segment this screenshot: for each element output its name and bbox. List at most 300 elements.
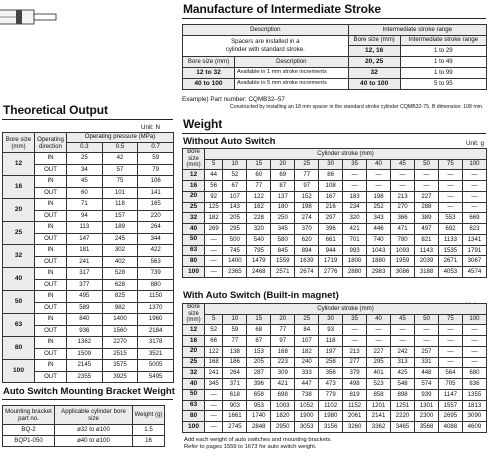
weight-value: 1201 (367, 400, 391, 411)
bore-size-cell: 32 (183, 213, 205, 224)
weight-row (183, 267, 487, 278)
stroke-value: 35 (343, 159, 367, 169)
output-value: 101 (102, 187, 138, 199)
bore-size-cell: 12 (3, 153, 35, 176)
example-detail: Constructed by installing an 18 mm spacer in the standard stroke cylinder CQMB32-75. B dimension: 108 mm. (230, 104, 484, 110)
bore-size-cell: 32 (3, 245, 35, 268)
weight-value: 213 (391, 191, 415, 202)
output-value: 3178 (138, 337, 174, 349)
weight-value: — (462, 357, 486, 368)
output-value: 2145 (67, 360, 103, 372)
weight-value: 277 (343, 357, 367, 368)
stroke-values-row (183, 159, 487, 169)
weight-value: 658 (247, 389, 271, 400)
output-value: 42 (102, 153, 138, 165)
weight-value: 84 (295, 325, 319, 336)
bore-size-cell: 100 (183, 267, 205, 278)
output-value: 302 (102, 245, 138, 257)
weight-value: 320 (247, 224, 271, 235)
weight-value: 1251 (391, 400, 415, 411)
weight-value: 242 (391, 346, 415, 357)
with-switch-title: With Auto Switch (Built-in magnet) (183, 290, 339, 301)
output-value: 825 (102, 291, 138, 303)
output-value: 113 (67, 222, 103, 234)
weight-value: 60 (247, 170, 271, 181)
weight-value: 167 (319, 191, 343, 202)
pressure-value: 0.7 (138, 143, 174, 153)
range-bore: 12, 16 (348, 46, 400, 57)
weight-value: 540 (247, 234, 271, 245)
direction-cell: OUT (35, 164, 67, 176)
bore-size-cell: 25 (3, 222, 35, 245)
stroke-value: 15 (247, 314, 271, 324)
theoretical-row (3, 153, 174, 165)
weight-row (183, 213, 487, 224)
output-value: 71 (67, 199, 103, 211)
output-value: 628 (102, 279, 138, 291)
theoretical-row (3, 268, 174, 280)
bore-size-cell: 40 (3, 268, 35, 291)
stroke-value: 35 (343, 314, 367, 324)
output-value: 245 (102, 233, 138, 245)
without-switch-title: Without Auto Switch (183, 136, 276, 147)
manufacture-rule (182, 18, 486, 19)
bore-size-cell: 25 (183, 202, 205, 213)
weight-value: — (343, 180, 367, 191)
output-value: 1509 (67, 348, 103, 360)
stroke-value: 75 (438, 159, 462, 169)
weight-value: 1639 (295, 256, 319, 267)
bore-size-header: Bore size (mm) (3, 133, 35, 153)
weight-value: — (462, 346, 486, 357)
weight-row (183, 234, 487, 245)
weight-value: 77 (247, 180, 271, 191)
weight-row (183, 400, 487, 411)
weight-value: 198 (367, 191, 391, 202)
bore-size-cell: 20 (183, 191, 205, 202)
weight-value: 795 (247, 245, 271, 256)
weight-value: — (438, 180, 462, 191)
weight-value: — (438, 325, 462, 336)
weight-value: 216 (319, 202, 343, 213)
weight-value: 448 (415, 368, 439, 379)
weight-value: 821 (415, 234, 439, 245)
weight-value: 92 (205, 191, 223, 202)
weight-rule (182, 133, 486, 134)
weight-value: 122 (247, 191, 271, 202)
bore-size-cell: 50 (183, 234, 205, 245)
weight-value: 2061 (343, 411, 367, 422)
weight-value: — (391, 335, 415, 346)
weight-value: 944 (319, 245, 343, 256)
weight-value: 205 (223, 213, 247, 224)
weight-value: 69 (271, 170, 295, 181)
output-value: 880 (138, 279, 174, 291)
output-value: 25 (67, 153, 103, 165)
weight-value: 162 (247, 202, 271, 213)
output-value: 189 (102, 222, 138, 234)
output-value: 57 (102, 164, 138, 176)
weight-value: 858 (367, 389, 391, 400)
range-header: Intermediate stroke range (348, 25, 486, 36)
weight-value: — (391, 170, 415, 181)
theoretical-title: Theoretical Output (3, 103, 108, 117)
stroke-value: 20 (271, 314, 295, 324)
weight-value: 1133 (438, 234, 462, 245)
output-value: 1400 (102, 314, 138, 326)
bore-size-cell: 50 (183, 389, 205, 400)
weight-row (183, 170, 487, 181)
manufacture-table (182, 24, 487, 90)
weight-value: 401 (367, 368, 391, 379)
weight-value: 168 (271, 346, 295, 357)
bore-size-cell: 80 (3, 337, 35, 360)
weight-value: 780 (391, 234, 415, 245)
weight-value: — (438, 191, 462, 202)
weight-value: 819 (343, 389, 367, 400)
weight-value: 1143 (415, 245, 439, 256)
weight-value: — (205, 389, 223, 400)
bracket-part: BQP1-050 (3, 436, 55, 447)
weight-value: — (391, 180, 415, 191)
weight-value: 168 (205, 357, 223, 368)
weight-value: 180 (271, 202, 295, 213)
weight-value: 3086 (391, 267, 415, 278)
bracket-bore: ø32 to ø100 (55, 425, 133, 436)
bore-size-cell: 16 (183, 180, 205, 191)
weight-value: 125 (205, 202, 223, 213)
weight-value: 66 (205, 335, 223, 346)
weight-value: 77 (295, 170, 319, 181)
weight-value: 56 (205, 180, 223, 191)
weight-value: 297 (319, 213, 343, 224)
weight-value: 1301 (415, 400, 439, 411)
weight-row (183, 422, 487, 433)
description-col-header: Description (235, 57, 349, 68)
stroke-value: 20 (271, 159, 295, 169)
weight-value: 288 (415, 202, 439, 213)
weight-value: 182 (205, 213, 223, 224)
weight-value: 331 (415, 357, 439, 368)
weight-value: — (205, 234, 223, 245)
pressure-value: 0.3 (67, 143, 103, 153)
bore-size-header: Bore size (mm) (183, 304, 205, 325)
output-value: 5495 (138, 371, 174, 383)
weight-value: 1557 (438, 400, 462, 411)
weight-value: 823 (462, 224, 486, 235)
stroke-values-row (183, 314, 487, 324)
bore-size-cell: 16 (3, 176, 35, 199)
direction-cell: OUT (35, 233, 67, 245)
weight-value: 183 (343, 191, 367, 202)
bore-size-cell: 12 (183, 325, 205, 336)
weight-row (183, 256, 487, 267)
weight-value: — (462, 202, 486, 213)
weight-value: — (205, 245, 223, 256)
weight-value: 228 (247, 213, 271, 224)
weight-value: 77 (223, 335, 247, 346)
weight-value: 2671 (438, 256, 462, 267)
output-value: 1370 (138, 302, 174, 314)
bracket-weight-header: Weight (g) (133, 406, 165, 425)
weight-value: 498 (343, 379, 367, 390)
output-value: 317 (67, 268, 103, 280)
stroke-value: 75 (438, 314, 462, 324)
output-value: 3575 (102, 360, 138, 372)
weight-value: 1152 (343, 400, 367, 411)
bore-size-cell: 40 (183, 224, 205, 235)
weight-value: 1719 (319, 256, 343, 267)
weight-value: 258 (319, 357, 343, 368)
weight-value: — (415, 170, 439, 181)
stroke-value: 100 (462, 159, 486, 169)
weight-value: 4053 (438, 267, 462, 278)
weight-value: 564 (438, 368, 462, 379)
output-value: 739 (138, 268, 174, 280)
weight-value: 669 (462, 213, 486, 224)
weight-value: — (367, 180, 391, 191)
weight-row (183, 346, 487, 357)
weight-value: 137 (271, 191, 295, 202)
bore-size-header: Bore size (mm) (183, 57, 235, 68)
direction-cell: IN (35, 268, 67, 280)
weight-value: 198 (295, 202, 319, 213)
weight-value: 2776 (319, 267, 343, 278)
weight-value: — (205, 411, 223, 422)
weight-value: 2365 (223, 267, 247, 278)
output-value: 936 (67, 325, 103, 337)
weight-value: 2674 (295, 267, 319, 278)
weight-value: 738 (295, 389, 319, 400)
theoretical-rule (2, 119, 173, 120)
weight-row (183, 389, 487, 400)
output-value: 60 (67, 187, 103, 199)
output-value: 1362 (67, 337, 103, 349)
theoretical-row (3, 199, 174, 211)
weight-value: 1341 (462, 234, 486, 245)
bore-size-cell: 20 (3, 199, 35, 222)
stroke-value: 40 (367, 159, 391, 169)
output-value: 45 (67, 176, 103, 188)
weight-value: 389 (415, 213, 439, 224)
weight-value: 1800 (343, 256, 367, 267)
spacers-text: Spacers are installed in a cylinder with standard stroke. (183, 36, 349, 57)
bore-size-cell: 63 (183, 400, 205, 411)
direction-cell: IN (35, 176, 67, 188)
weight-value: 4609 (462, 422, 486, 433)
weight-value: — (462, 170, 486, 181)
weight-value: — (462, 325, 486, 336)
weight-header-row (183, 304, 487, 315)
weight-value: 1535 (438, 245, 462, 256)
weight-value: — (343, 325, 367, 336)
weight-value: 250 (271, 213, 295, 224)
weight-value: 3156 (319, 422, 343, 433)
weight-value: 68 (247, 325, 271, 336)
bore-size-cell: 20 (183, 346, 205, 357)
direction-cell: OUT (35, 325, 67, 337)
weight-value: — (205, 256, 223, 267)
direction-cell: IN (35, 337, 67, 349)
weight-value: 2468 (247, 267, 271, 278)
weight-value: 122 (205, 346, 223, 357)
theoretical-row (3, 360, 174, 372)
weight-value: 143 (223, 202, 247, 213)
weight-value: 3465 (391, 422, 415, 433)
direction-cell: IN (35, 222, 67, 234)
stroke-value: 15 (247, 159, 271, 169)
weight-value: 3067 (462, 256, 486, 267)
weight-value: 234 (343, 202, 367, 213)
weight-value: 269 (205, 224, 223, 235)
weight-value: 3053 (295, 422, 319, 433)
weight-value: 138 (223, 346, 247, 357)
bore-size-cell: 12 (183, 170, 205, 181)
weight-value: 3260 (343, 422, 367, 433)
range-bore: 32 (348, 68, 400, 79)
weight-value: 580 (271, 234, 295, 245)
bore-size-cell: 40 (183, 379, 205, 390)
bore-size-cell: 100 (183, 422, 205, 433)
weight-row (183, 335, 487, 346)
pressure-header: Operating pressure (MPa) (67, 133, 174, 143)
theoretical-row (3, 337, 174, 349)
output-value: 495 (67, 291, 103, 303)
weight-value: 473 (319, 379, 343, 390)
weight-value: 421 (343, 224, 367, 235)
stroke-value: 30 (319, 314, 343, 324)
weight-value: 227 (415, 191, 439, 202)
weight-value: 692 (438, 224, 462, 235)
output-value: 94 (67, 210, 103, 222)
weight-value: 4574 (462, 267, 486, 278)
output-value: 5005 (138, 360, 174, 372)
output-value: 1960 (138, 314, 174, 326)
weight-value: 153 (247, 346, 271, 357)
weight-value: 241 (205, 368, 223, 379)
theoretical-row (3, 222, 174, 234)
weight-value: 2571 (271, 267, 295, 278)
direction-header: Operating direction (35, 133, 67, 153)
weight-value: 93 (319, 325, 343, 336)
theoretical-row (3, 245, 174, 257)
weight-value: 553 (438, 213, 462, 224)
theoretical-unit: Unit: N (141, 124, 160, 131)
weight-value: 4088 (438, 422, 462, 433)
weight-value: 1043 (367, 245, 391, 256)
output-value: 2355 (67, 371, 103, 383)
range-value: 1 to 49 (400, 57, 486, 68)
weight-value: 356 (319, 368, 343, 379)
weight-value: 52 (223, 170, 247, 181)
stroke-value: 100 (462, 314, 486, 324)
stroke-header: Cylinder stroke (mm) (205, 149, 487, 160)
weight-value: 740 (367, 234, 391, 245)
weight-value: 523 (367, 379, 391, 390)
weight-without-switch-table (182, 148, 487, 278)
output-value: 264 (138, 222, 174, 234)
weight-value: 680 (462, 368, 486, 379)
output-value: 1560 (102, 325, 138, 337)
weight-value: — (462, 191, 486, 202)
weight-value: 1740 (247, 411, 271, 422)
weight-value: 1813 (462, 400, 486, 411)
weight-value: 993 (343, 245, 367, 256)
weight-value: 1093 (391, 245, 415, 256)
weight-value: 705 (438, 379, 462, 390)
output-value: 147 (67, 233, 103, 245)
weight-value: 1791 (462, 245, 486, 256)
weight-value: 59 (223, 325, 247, 336)
stroke-value: 5 (205, 314, 223, 324)
weight-value: 701 (343, 234, 367, 245)
output-value: 106 (138, 176, 174, 188)
weight-value: 213 (343, 346, 367, 357)
weight-value: 295 (367, 357, 391, 368)
weight-value: 2220 (391, 411, 415, 422)
stroke-value: 10 (223, 159, 247, 169)
weight-value: 745 (223, 245, 247, 256)
weight-value: 320 (343, 213, 367, 224)
direction-cell: OUT (35, 210, 67, 222)
weight-value: 845 (271, 245, 295, 256)
stroke-value: 50 (415, 159, 439, 169)
bore-size-header: Bore size (mm) (183, 149, 205, 170)
bore-size-cell: 63 (183, 245, 205, 256)
bracket-weight: 1.5 (133, 425, 165, 436)
weight-value: 396 (247, 379, 271, 390)
weight-value: 1355 (462, 389, 486, 400)
weight-value: — (343, 170, 367, 181)
weight-value: 898 (391, 389, 415, 400)
bore-size-cell: 16 (183, 335, 205, 346)
weight-value: 2745 (223, 422, 247, 433)
weight-row (183, 191, 487, 202)
output-value: 422 (138, 245, 174, 257)
bracket-title: Auto Switch Mounting Bracket Weight (3, 386, 175, 397)
weight-value: 1820 (271, 411, 295, 422)
example-line: Example) Part number: CQMB32–57 (182, 96, 285, 103)
bore-size-cell: 50 (3, 291, 35, 314)
weight-value: 370 (295, 224, 319, 235)
weight-value: 345 (271, 224, 295, 235)
weight-row (183, 202, 487, 213)
weight-row (183, 245, 487, 256)
weight-with-switch-table (182, 303, 487, 433)
weight-value: 779 (319, 389, 343, 400)
weight-value: 343 (367, 213, 391, 224)
output-value: 3925 (102, 371, 138, 383)
bore-size-cell: 25 (183, 357, 205, 368)
weight-value: 1102 (319, 400, 343, 411)
weight-value: — (438, 357, 462, 368)
weight-row (183, 325, 487, 336)
weight-value: 270 (391, 202, 415, 213)
output-value: 79 (138, 164, 174, 176)
weight-value: 1880 (367, 256, 391, 267)
manufacture-bore: 12 to 32 (183, 68, 235, 79)
weight-value: — (415, 325, 439, 336)
weight-value: — (415, 335, 439, 346)
weight-value: 287 (247, 368, 271, 379)
weight-value: 97 (295, 180, 319, 191)
footnote-line: Refer to pages 1559 to 1673 for auto switch weight. (184, 444, 317, 451)
weight-value: 1959 (391, 256, 415, 267)
weight-value: 2950 (271, 422, 295, 433)
weight-value: — (391, 325, 415, 336)
weight-value: 447 (295, 379, 319, 390)
output-value: 840 (67, 314, 103, 326)
